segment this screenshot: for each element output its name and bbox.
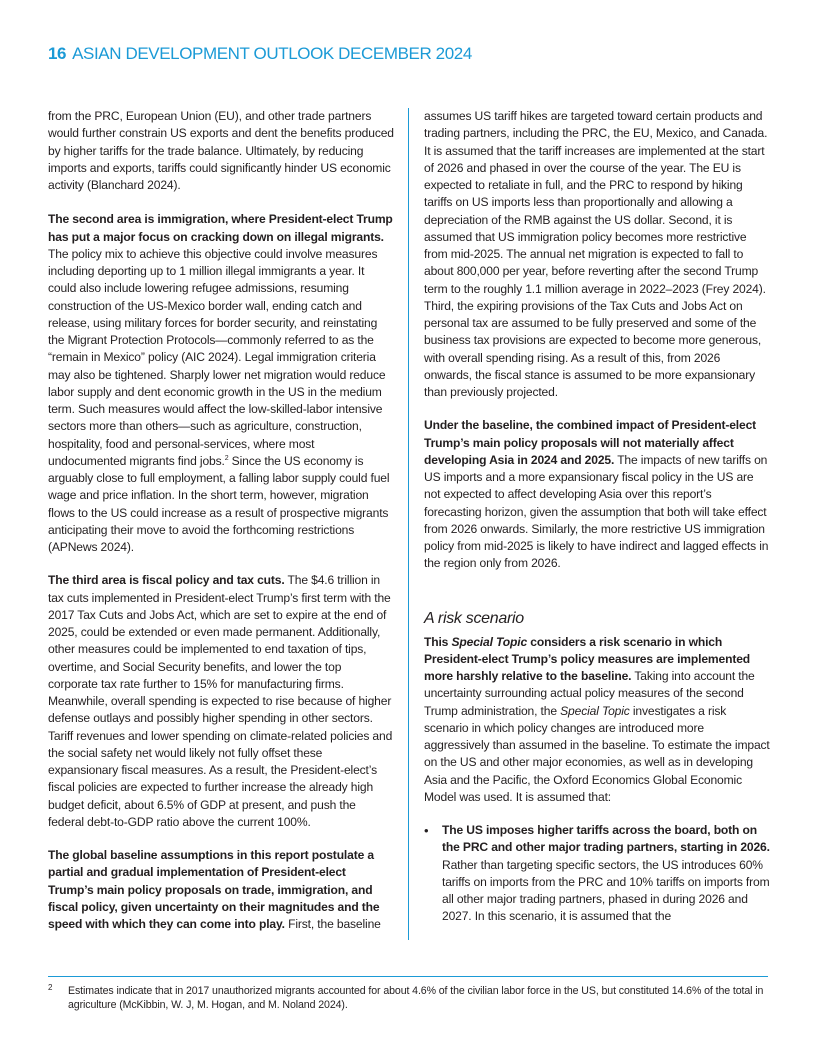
risk-body-a: Taking into account the uncertainty surrounding actual policy measures of the second Trump administration, the [424,669,755,718]
paragraph-trade-continuation: from the PRC, European Union (EU), and other trade partners would further constrain US exports and dent the benefits produced by higher tariffs for the trade balance. Ultimately, by reducing imports and exports, tariffs could significantly hinder US economic activity (Blanchard 2024). [48,109,394,192]
page-number: 16 [48,44,67,63]
lead-in-baseline-impact: Under the baseline, the combined impact of President-elect Trump’s main policy proposals will not materially affect developing Asia in 2024 and 2025. [424,418,757,467]
section-heading-risk-scenario: A risk scenario [424,609,524,627]
paragraph-baseline-impact [424,417,770,572]
lead-in-risk-italic: Special Topic [451,634,528,649]
immigration-body-a: The policy mix to achieve this objective could involve measures including deporting up to 1 million illegal immigrants a year. It could also include lowering refugee admissions, resuming construction of the US-Mexico border wall, ending catch and release, using military forces for border security, and reinstating the Migrant Protection Protocols—commonly referred to as the “remain in Mexico” policy (AIC 2024). Legal immigration criteria may also be tightened. Sharply lower net migration would reduce labor supply and dent economic growth in the US in the medium term. Such measures would affect the low-skilled-labor intensive sectors more than others—such as agriculture, construction, hospitality, food and personal-services, where most undocumented migrants find jobs. [48,246,386,468]
baseline-body: First, the baseline [284,917,381,931]
footnote-reference[interactable]: 2 [224,454,229,462]
bullet-body: Rather than targeting specific sectors, the US introduces 60% tariffs on imports from the PRC and 10% tariffs on imports from all other major trading partners, phased in during 2026 and 2027. In this scenario, it is assumed that the [442,857,770,924]
bullet-dot-icon: • [424,823,429,838]
footnote-number: 2 [48,983,53,992]
lead-in-baseline: The global baseline assumptions in this report postulate a partial and gradual implementation of President-elect Trump’s main policy proposals on trade, immigration, and fiscal policy, given uncertainty on their magnitudes and the speed with which they can come into play. [48,848,380,931]
footnote [48,984,768,1012]
paragraph-baseline-continuation: assumes US tariff hikes are targeted toward certain products and trading partners, including the PRC, the EU, Mexico, and Canada. It is assumed that the tariff increases are implemented at the start of 2026 and phased in over the course of the year. The EU is expected to retaliate in full, and the PRC to respond by hiking tariffs on US imports less than proportionally and allowing a depreciation of the RMB against the US dollar. Second, it is assumed that US immigration policy becomes more restrictive from mid-2025. The annual net migration is expected to fall to about 800,000 per year, before reverting after the second Trump term to the roughly 1.1 million average in 2022–2023 (Frey 2024). Third, the expiring provisions of the Tax Cuts and Jobs Act on personal tax are assumed to be fully preserved and some of the business tax provisions are expected to become more generous, with overall spending rising. As a result of this, from 2026 onwards, the fiscal stance is assumed to be more expansionary than previously projected. [424,109,768,399]
lead-in-fiscal: The third area is fiscal policy and tax cuts. [48,573,285,588]
risk-body-b: investigates a risk scenario in which policy changes are introduced more aggressively than assumed in the baseline. To estimate the impact on the US and other major economies, as well as in developing Asia and the Pacific, the Oxford Economics Global Economic Model was used. It is assumed that: [424,703,770,804]
paragraph-baseline-assumptions [48,847,394,933]
risk-body-italic: Special Topic [560,703,630,718]
paragraph-fiscal-policy [48,572,394,831]
running-header [48,44,472,64]
column-divider [408,108,409,940]
paragraph-immigration [48,211,394,556]
publication-title: ASIAN DEVELOPMENT OUTLOOK DECEMBER 2024 [72,44,472,63]
bullet-lead-in: The US imposes higher tariffs across the board, both on the PRC and other major trading partners, starting in 2026. [442,823,770,855]
bullet-item-tariffs [424,822,770,926]
left-column [48,108,394,949]
baseline-impact-body: The impacts of new tariffs on US imports and a more expansionary fiscal policy in the US are not expected to affect developing Asia over this report’s forecasting horizon, given the assumption that both will take effect from 2026 onwards. Similarly, the more restrictive US immigration policy from mid-2025 is likely to have indirect and lagged effects in the region only from 2026. [424,452,769,571]
lead-in-immigration: The second area is immigration, where President-elect Trump has put a major focus on cracking down on illegal migrants. [48,212,393,244]
footnote-text: Estimates indicate that in 2017 unauthorized migrants accounted for about 4.6% of the civilian labor force in the US, but constituted 14.6% of the total in agriculture (McKibbin, W. J, M. Hogan, and M. Noland 2024). [68,985,764,1011]
immigration-body-b: Since the US economy is arguably close to full employment, a falling labor supply could fuel wage and price inflation. In the short term, however, migration flows to the US could increase as a result of prospective migrants anticipating their move to avoid the forthcoming restrictions (APNews 2024). [48,453,390,554]
fiscal-body: The $4.6 trillion in tax cuts implemented in President-elect Trump’s first term with the 2017 Tax Cuts and Jobs Act, which are set to expire at the end of 2025, could be extended or even made permanent. Additionally, other measures could be implemented to end taxation of tips, overtime, and Social Security benefits, and lower the top corporate tax rate further to 15% for manufacturing firms. Meanwhile, overall spending is expected to rise because of higher defense outlays and possibly higher spending in other sectors. Tariff revenues and lower spending on climate-related policies and the social safety net would likely not fully offset these expansionary fiscal measures. As a result, the President-elect’s fiscal policies are expected to further increase the already high budget deficit, about 6.5% of GDP at present, and push the federal debt-to-GDP ratio above the current 100%. [48,573,393,829]
lead-in-risk-a: This [424,634,452,649]
paragraph-risk-scenario [424,634,770,807]
lead-in-risk-b: considers a risk scenario in which President-elect Trump’s policy measures are implemented more harshly relative to the baseline. [424,634,751,683]
right-column [424,108,770,926]
footnote-divider [48,976,768,977]
